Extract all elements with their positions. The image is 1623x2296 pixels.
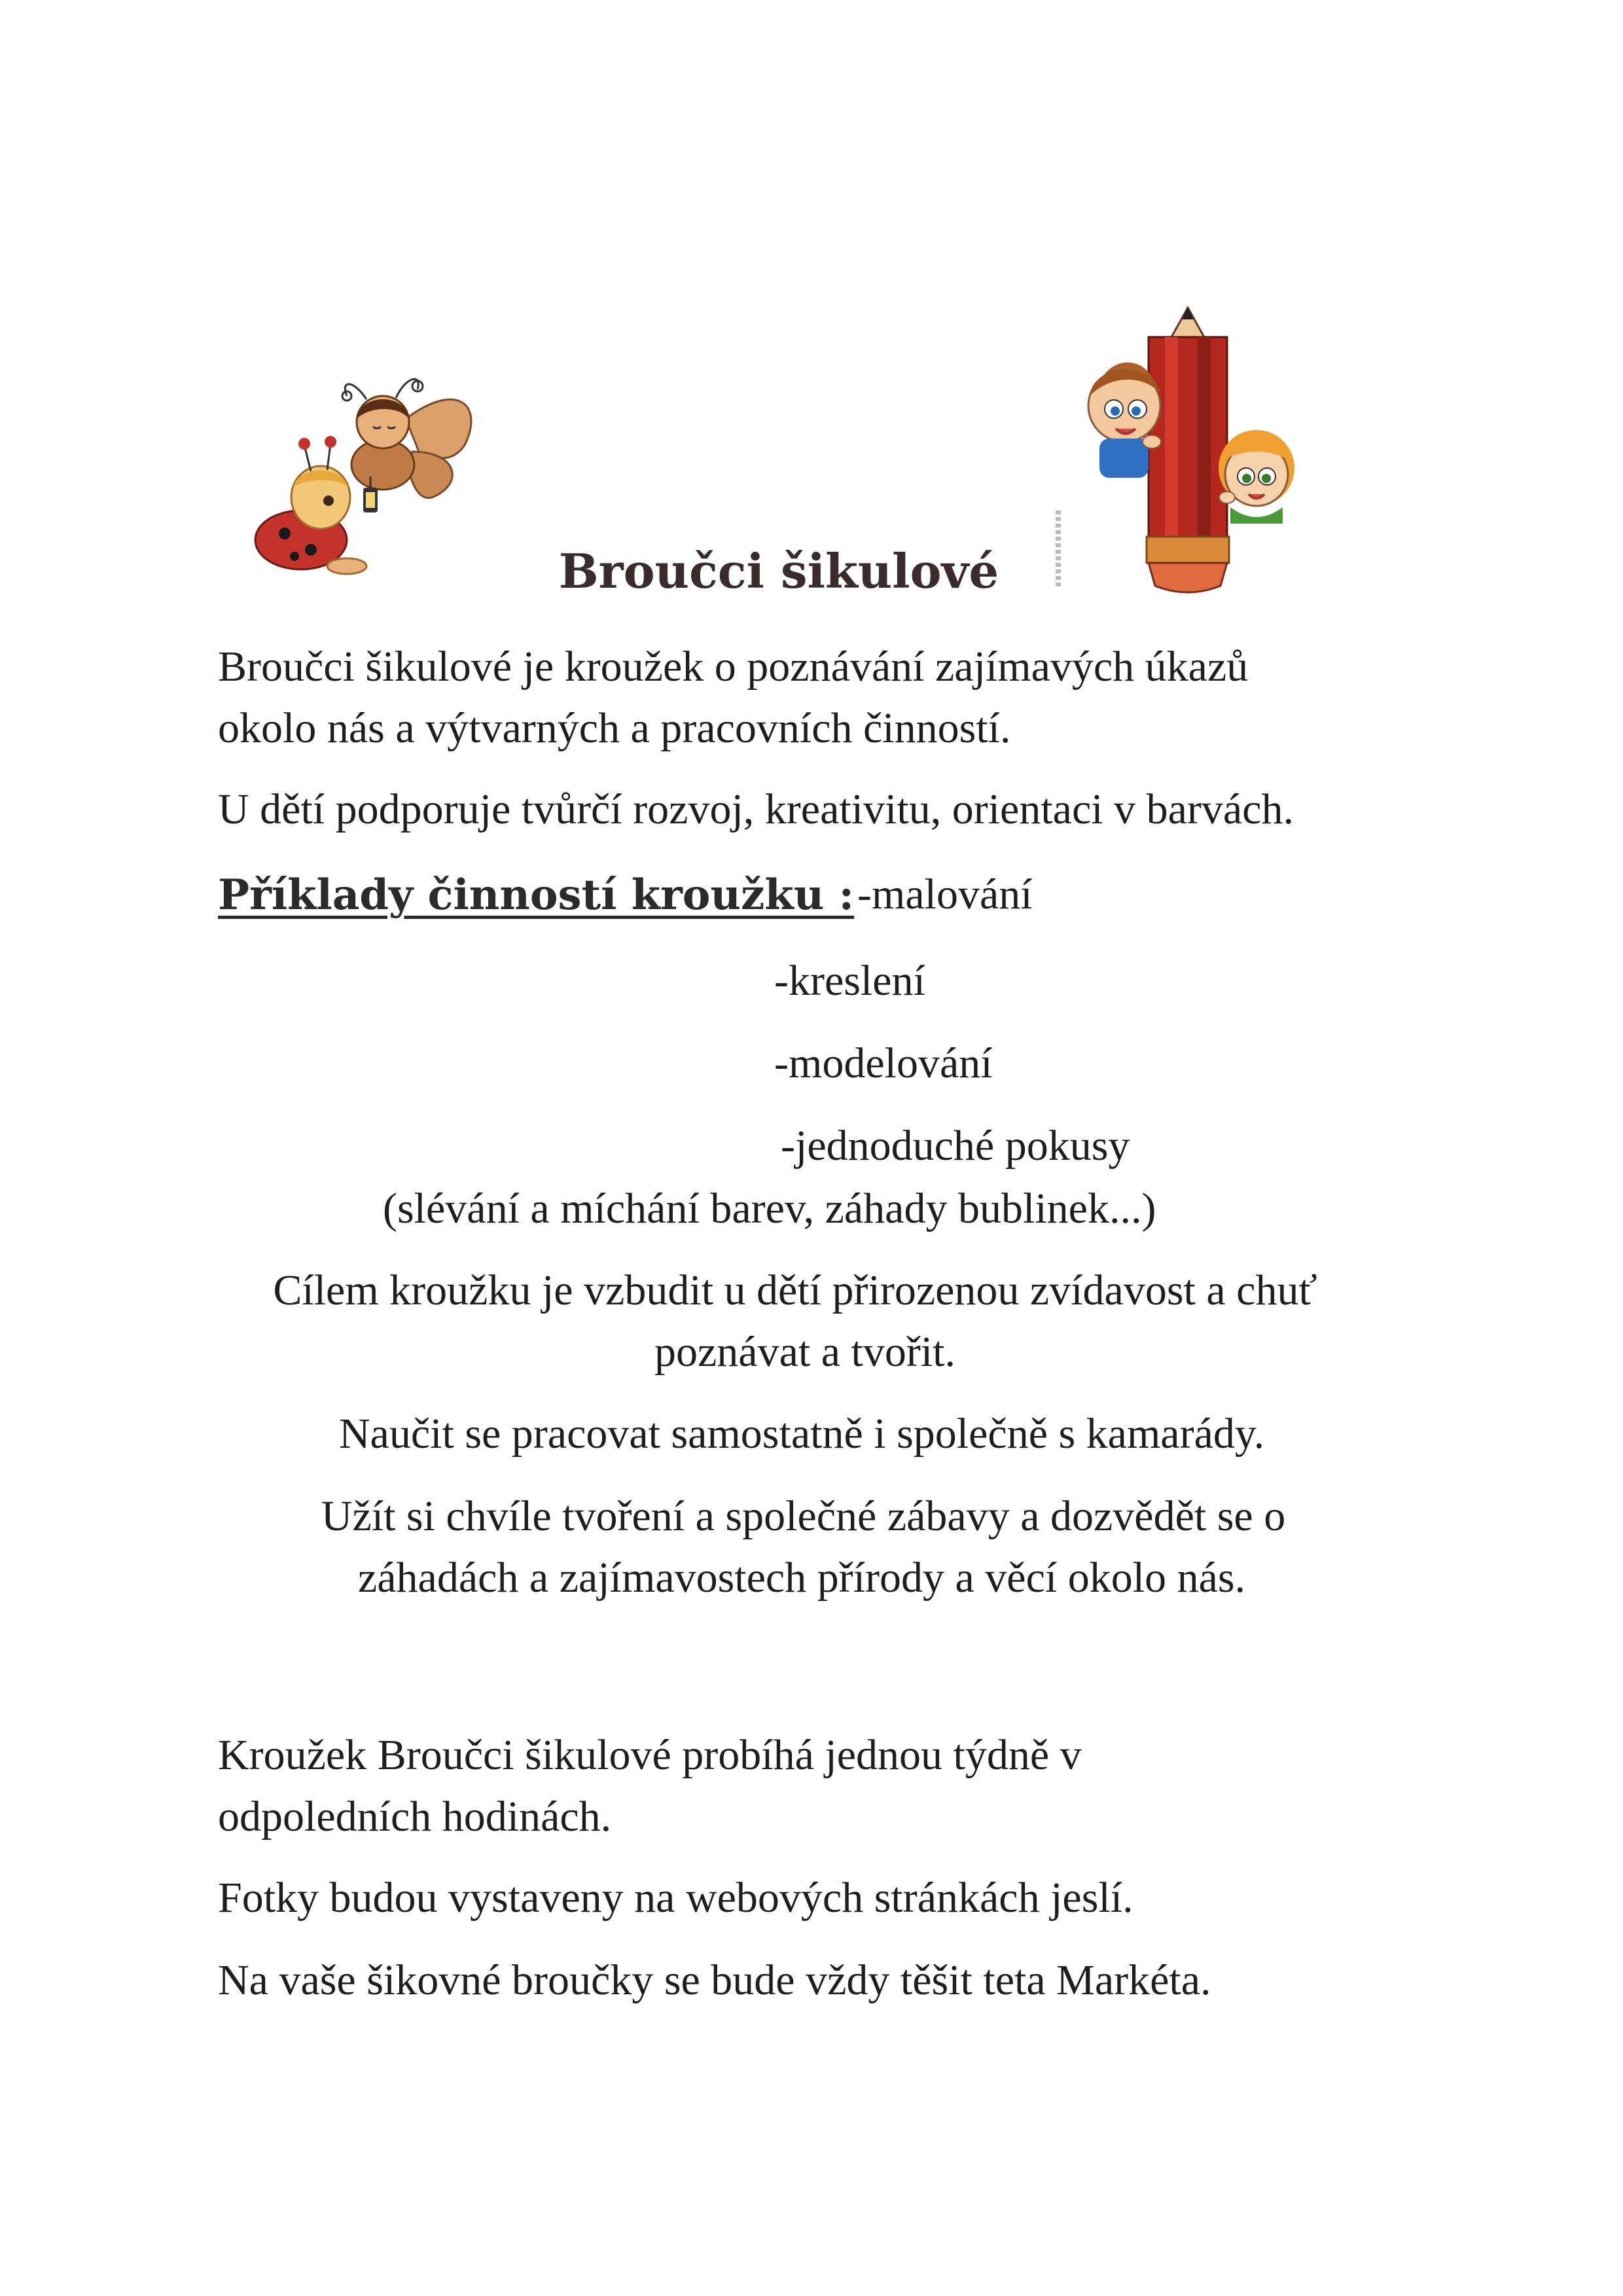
activity-item-painting: -malování bbox=[857, 870, 1033, 918]
intro-line-1: Broučci šikulové je kroužek o poznávání zajímavých úkazů bbox=[218, 643, 1249, 691]
page-title: Broučci šikulové bbox=[558, 543, 999, 599]
intro-line-2: okolo nás a výtvarných a pracovních činností. bbox=[218, 704, 1011, 752]
info-line-3: Fotky budou vystaveny na webových stránkách jeslí. bbox=[218, 1874, 1133, 1922]
goal-1-line-2: poznávat a tvořit. bbox=[654, 1328, 955, 1376]
activity-item-drawing: -kreslení bbox=[774, 957, 925, 1005]
activity-item-experiments: -jednoduché pokusy bbox=[781, 1122, 1130, 1170]
goal-1-line-1: Cílem kroužku je vzbudit u dětí přirozenou zvídavost a chuť bbox=[273, 1266, 1317, 1314]
activities-heading: Příklady činností kroužku : bbox=[218, 870, 855, 920]
activity-item-modeling: -modelování bbox=[774, 1039, 993, 1087]
info-line-1: Kroužek Broučci šikulové probíhá jednou týdně v bbox=[218, 1731, 1082, 1779]
info-line-4: Na vaše šikovné broučky se bude vždy těšit teta Markéta. bbox=[218, 1956, 1211, 2004]
goal-2: Naučit se pracovat samostatně i společně s kamarády. bbox=[338, 1410, 1265, 1458]
goal-3-line-2: záhadách a zajímavostech přírody a věcí okolo nás. bbox=[357, 1554, 1246, 1602]
goal-3-line-1: Užít si chvíle tvoření a společné zábavy a dozvědět se o bbox=[321, 1492, 1286, 1540]
intro-line-3: U dětí podporuje tvůrčí rozvoj, kreativitu, orientaci v barvách. bbox=[218, 785, 1294, 833]
activity-experiments-note: (slévání a míchání barev, záhady bublinek...) bbox=[383, 1185, 1156, 1232]
info-line-2: odpoledních hodinách. bbox=[218, 1793, 612, 1840]
